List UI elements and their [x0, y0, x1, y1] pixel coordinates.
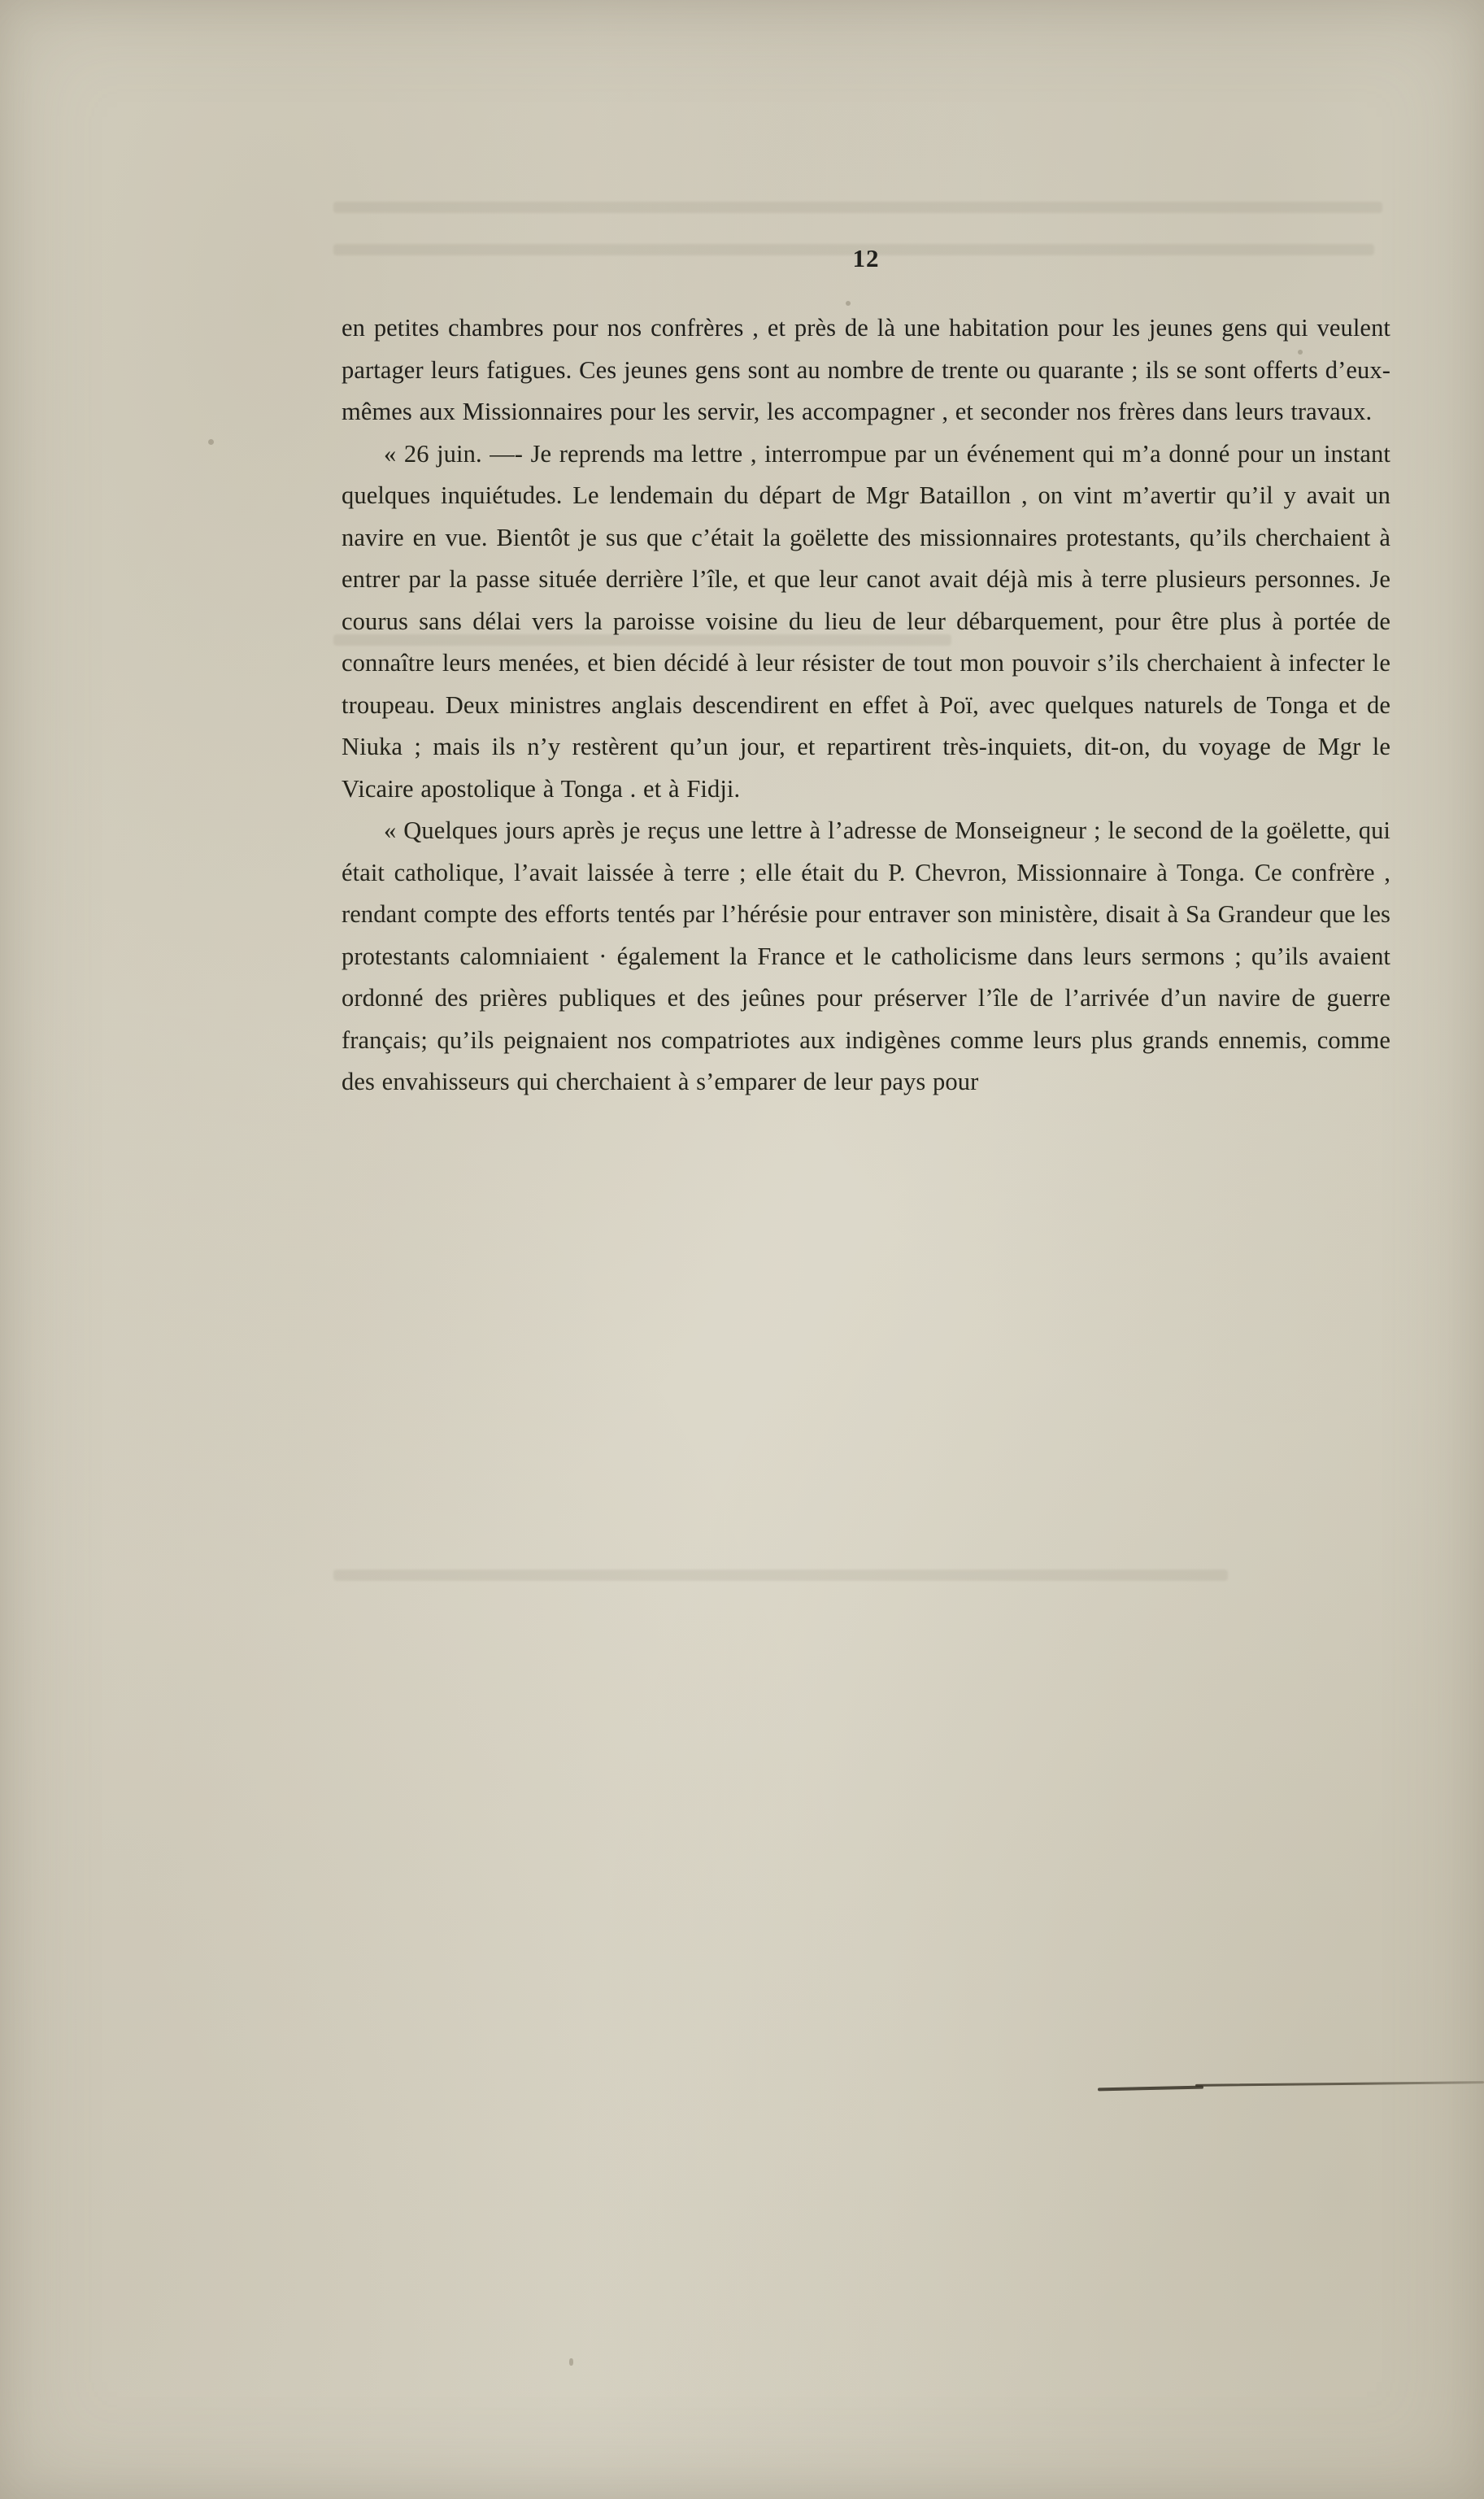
- pen-stroke-mark: [1098, 2086, 1203, 2092]
- page-text-column: [342, 244, 1390, 1104]
- paragraph-quelques-jours: « Quelques jours après je reçus une lettre à l’adresse de Monseigneur ; le second de la goëlette, qui était catholique, l’avait laissée à terre ; elle était du P. Chevron, Missionnaire à Tonga. Ce confrère , rendant compte des efforts tentés par l’hérésie pour entraver son ministère, disait à Sa Grandeur que les protestants calomniaient · également la France et le catholicisme dans leurs sermons ; qu’ils avaient ordonné des prières publiques et des jeûnes pour préserver l’île de l’arrivée d’un navire de guerre français; qu’ils peignaient nos compatriotes aux indigènes comme leurs plus grands ennemis, comme des envahisseurs qui cherchaient à s’emparer de leur pays pour: [342, 816, 1390, 1095]
- paragraph-continuation: en petites chambres pour nos confrères , et près de là une habitation pour les jeunes gens qui veulent partager leurs fatigues. Ces jeunes gens sont au nombre de trente ou quarante ; ils se sont offerts d’eux-mêmes aux Missionnaires pour les servir, les accompagner , et seconder nos frères dans leurs travaux.: [342, 314, 1390, 425]
- pen-underline-mark: [1195, 2081, 1484, 2087]
- page-number: 12: [852, 244, 880, 272]
- paragraph-26-juin: « 26 juin. —- Je reprends ma lettre , interrompue par un événement qui m’a donné pour un instant quelques inquiétudes. Le lendemain du départ de Mgr Bataillon , on vint m’avertir qu’il y avait un navire en vue. Bientôt je sus que c’était la goëlette des missionnaires protestants, qu’ils cherchaient à entrer par la passe située derrière l’île, et que leur canot avait déjà mis à terre plusieurs personnes. Je courus sans délai vers la paroisse voisine du lieu de leur débarquement, pour être plus à portée de connaître leurs menées, et bien décidé à leur résister de tout mon pouvoir s’ils cherchaient à infecter le troupeau. Deux ministres anglais descendirent en effet à Poï, avec quelques naturels de Tonga et de Niuka ; mais ils n’y restèrent qu’un jour, et repartirent très-inquiets, dit-on, du voyage de Mgr le Vicaire apostolique à Tonga . et à Fidji.: [342, 439, 1390, 803]
